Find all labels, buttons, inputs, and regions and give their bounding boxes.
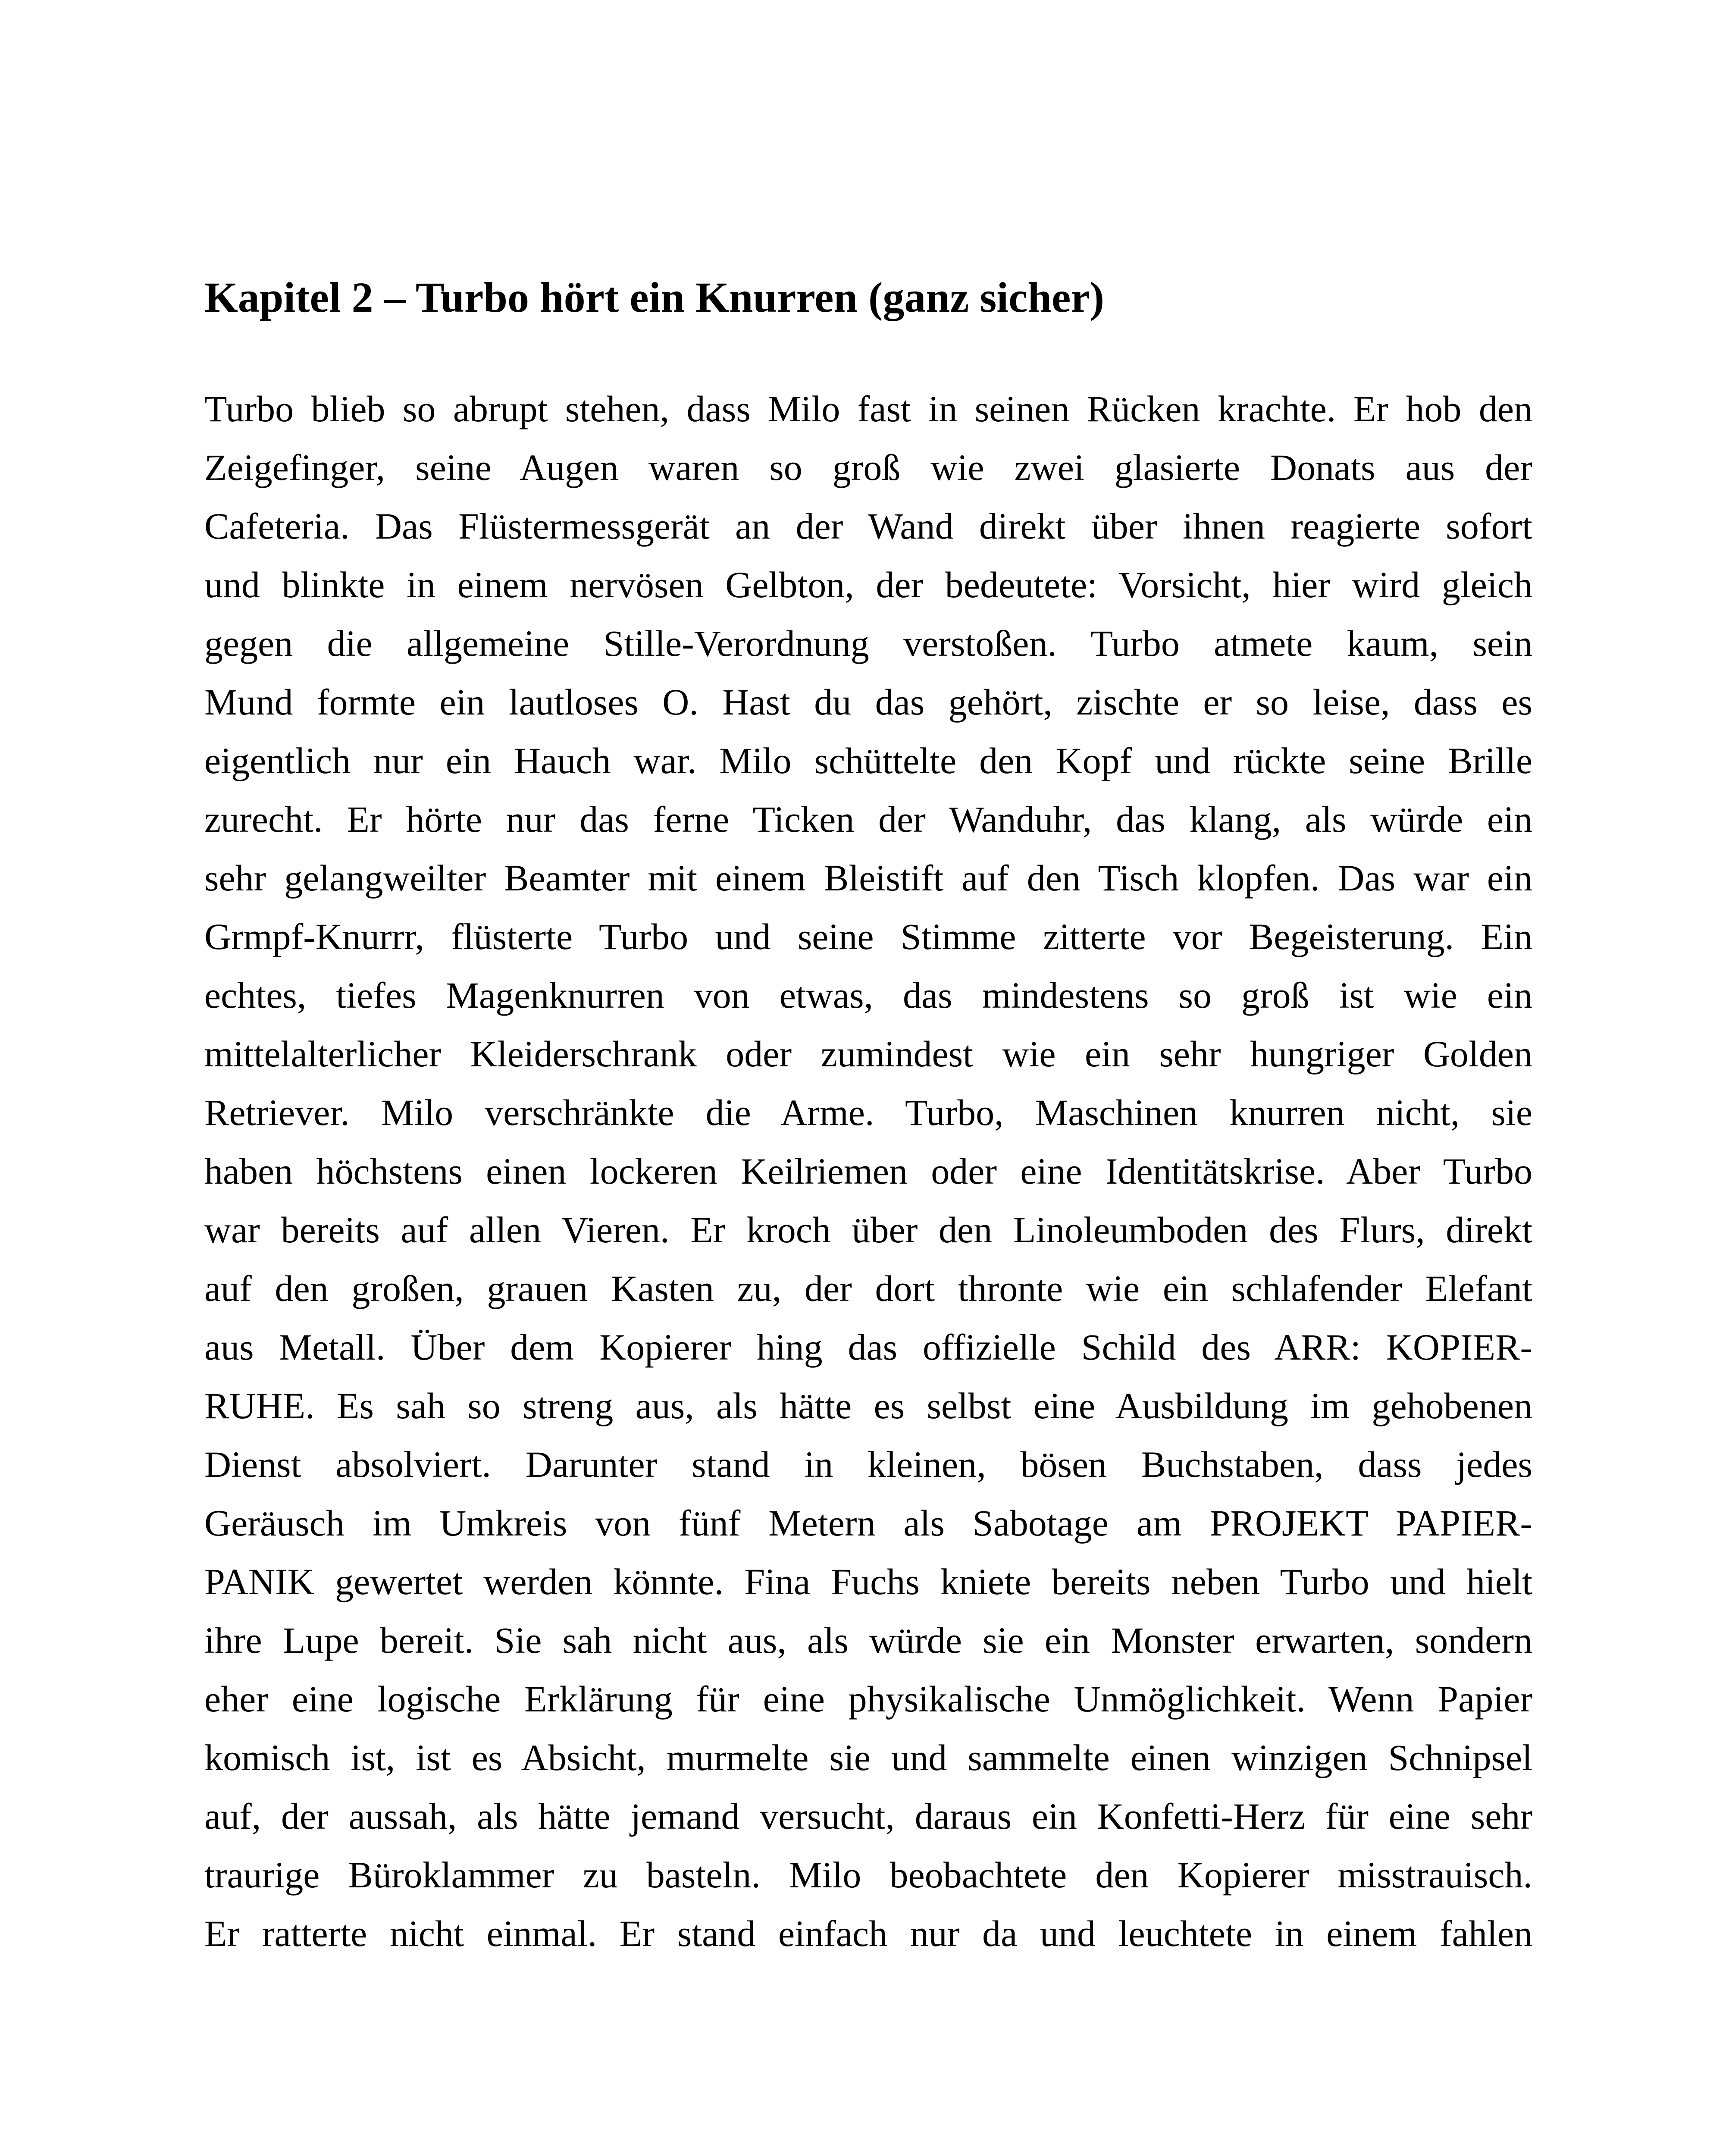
text-line: Er ratterte nicht einmal. Er stand einfach nur da und leuchtete in einem fahlen — [204, 1913, 1532, 1954]
text-line: Turbo blieb so abrupt stehen, dass Milo fast in seinen Rücken krachte. Er hob den — [204, 388, 1532, 429]
text-line: traurige Büroklammer zu basteln. Milo beobachtete den Kopierer misstrauisch. — [204, 1854, 1532, 1896]
text-line: Cafeteria. Das Flüstermessgerät an der Wand direkt über ihnen reagierte sofort — [204, 505, 1532, 547]
text-line: Zeigefinger, seine Augen waren so groß wie zwei glasierte Donats aus der — [204, 447, 1532, 488]
text-line: aus Metall. Über dem Kopierer hing das offizielle Schild des ARR: KOPIER- — [204, 1326, 1532, 1368]
chapter-title: Kapitel 2 – Turbo hört ein Knurren (ganz sicher) — [204, 273, 1105, 321]
text-line: komisch ist, ist es Absicht, murmelte sie und sammelte einen winzigen Schnipsel — [204, 1737, 1532, 1778]
text-line: zurecht. Er hörte nur das ferne Ticken der Wanduhr, das klang, als würde ein — [204, 799, 1532, 840]
text-line: gegen die allgemeine Stille-Verordnung verstoßen. Turbo atmete kaum, sein — [204, 623, 1532, 664]
text-line: und blinkte in einem nervösen Gelbton, der bedeutete: Vorsicht, hier wird gleich — [204, 564, 1532, 605]
text-line: Grmpf-Knurrr, flüsterte Turbo und seine Stimme zitterte vor Begeisterung. Ein — [204, 916, 1532, 957]
text-line: ihre Lupe bereit. Sie sah nicht aus, als würde sie ein Monster erwarten, sondern — [204, 1620, 1532, 1661]
text-line: eher eine logische Erklärung für eine physikalische Unmöglichkeit. Wenn Papier — [204, 1678, 1532, 1720]
text-line: auf, der aussah, als hätte jemand versucht, daraus ein Konfetti-Herz für eine sehr — [204, 1796, 1532, 1837]
text-line: auf den großen, grauen Kasten zu, der dort thronte wie ein schlafender Elefant — [204, 1268, 1532, 1309]
text-line: haben höchstens einen lockeren Keilriemen oder eine Identitätskrise. Aber Turbo — [204, 1150, 1532, 1192]
text-line: Mund formte ein lautloses O. Hast du das gehört, zischte er so leise, dass es — [204, 681, 1532, 723]
text-line: echtes, tiefes Magenknurren von etwas, das mindestens so groß ist wie ein — [204, 975, 1532, 1016]
text-line: RUHE. Es sah so streng aus, als hätte es selbst eine Ausbildung im gehobenen — [204, 1385, 1532, 1426]
text-line: Geräusch im Umkreis von fünf Metern als Sabotage am PROJEKT PAPIER- — [204, 1502, 1532, 1544]
text-line: eigentlich nur ein Hauch war. Milo schüttelte den Kopf und rückte seine Brille — [204, 740, 1532, 781]
text-line: war bereits auf allen Vieren. Er kroch über den Linoleumboden des Flurs, direkt — [204, 1209, 1532, 1250]
text-line: PANIK gewertet werden könnte. Fina Fuchs kniete bereits neben Turbo und hielt — [204, 1561, 1532, 1602]
text-line: Dienst absolviert. Darunter stand in kleinen, bösen Buchstaben, dass jedes — [204, 1444, 1532, 1485]
text-line: mittelalterlicher Kleiderschrank oder zumindest wie ein sehr hungriger Golden — [204, 1033, 1532, 1075]
text-line: Retriever. Milo verschränkte die Arme. Turbo, Maschinen knurren nicht, sie — [204, 1092, 1532, 1133]
body-text — [204, 379, 1532, 1963]
text-line: sehr gelangweilter Beamter mit einem Bleistift auf den Tisch klopfen. Das war ein — [204, 857, 1532, 899]
